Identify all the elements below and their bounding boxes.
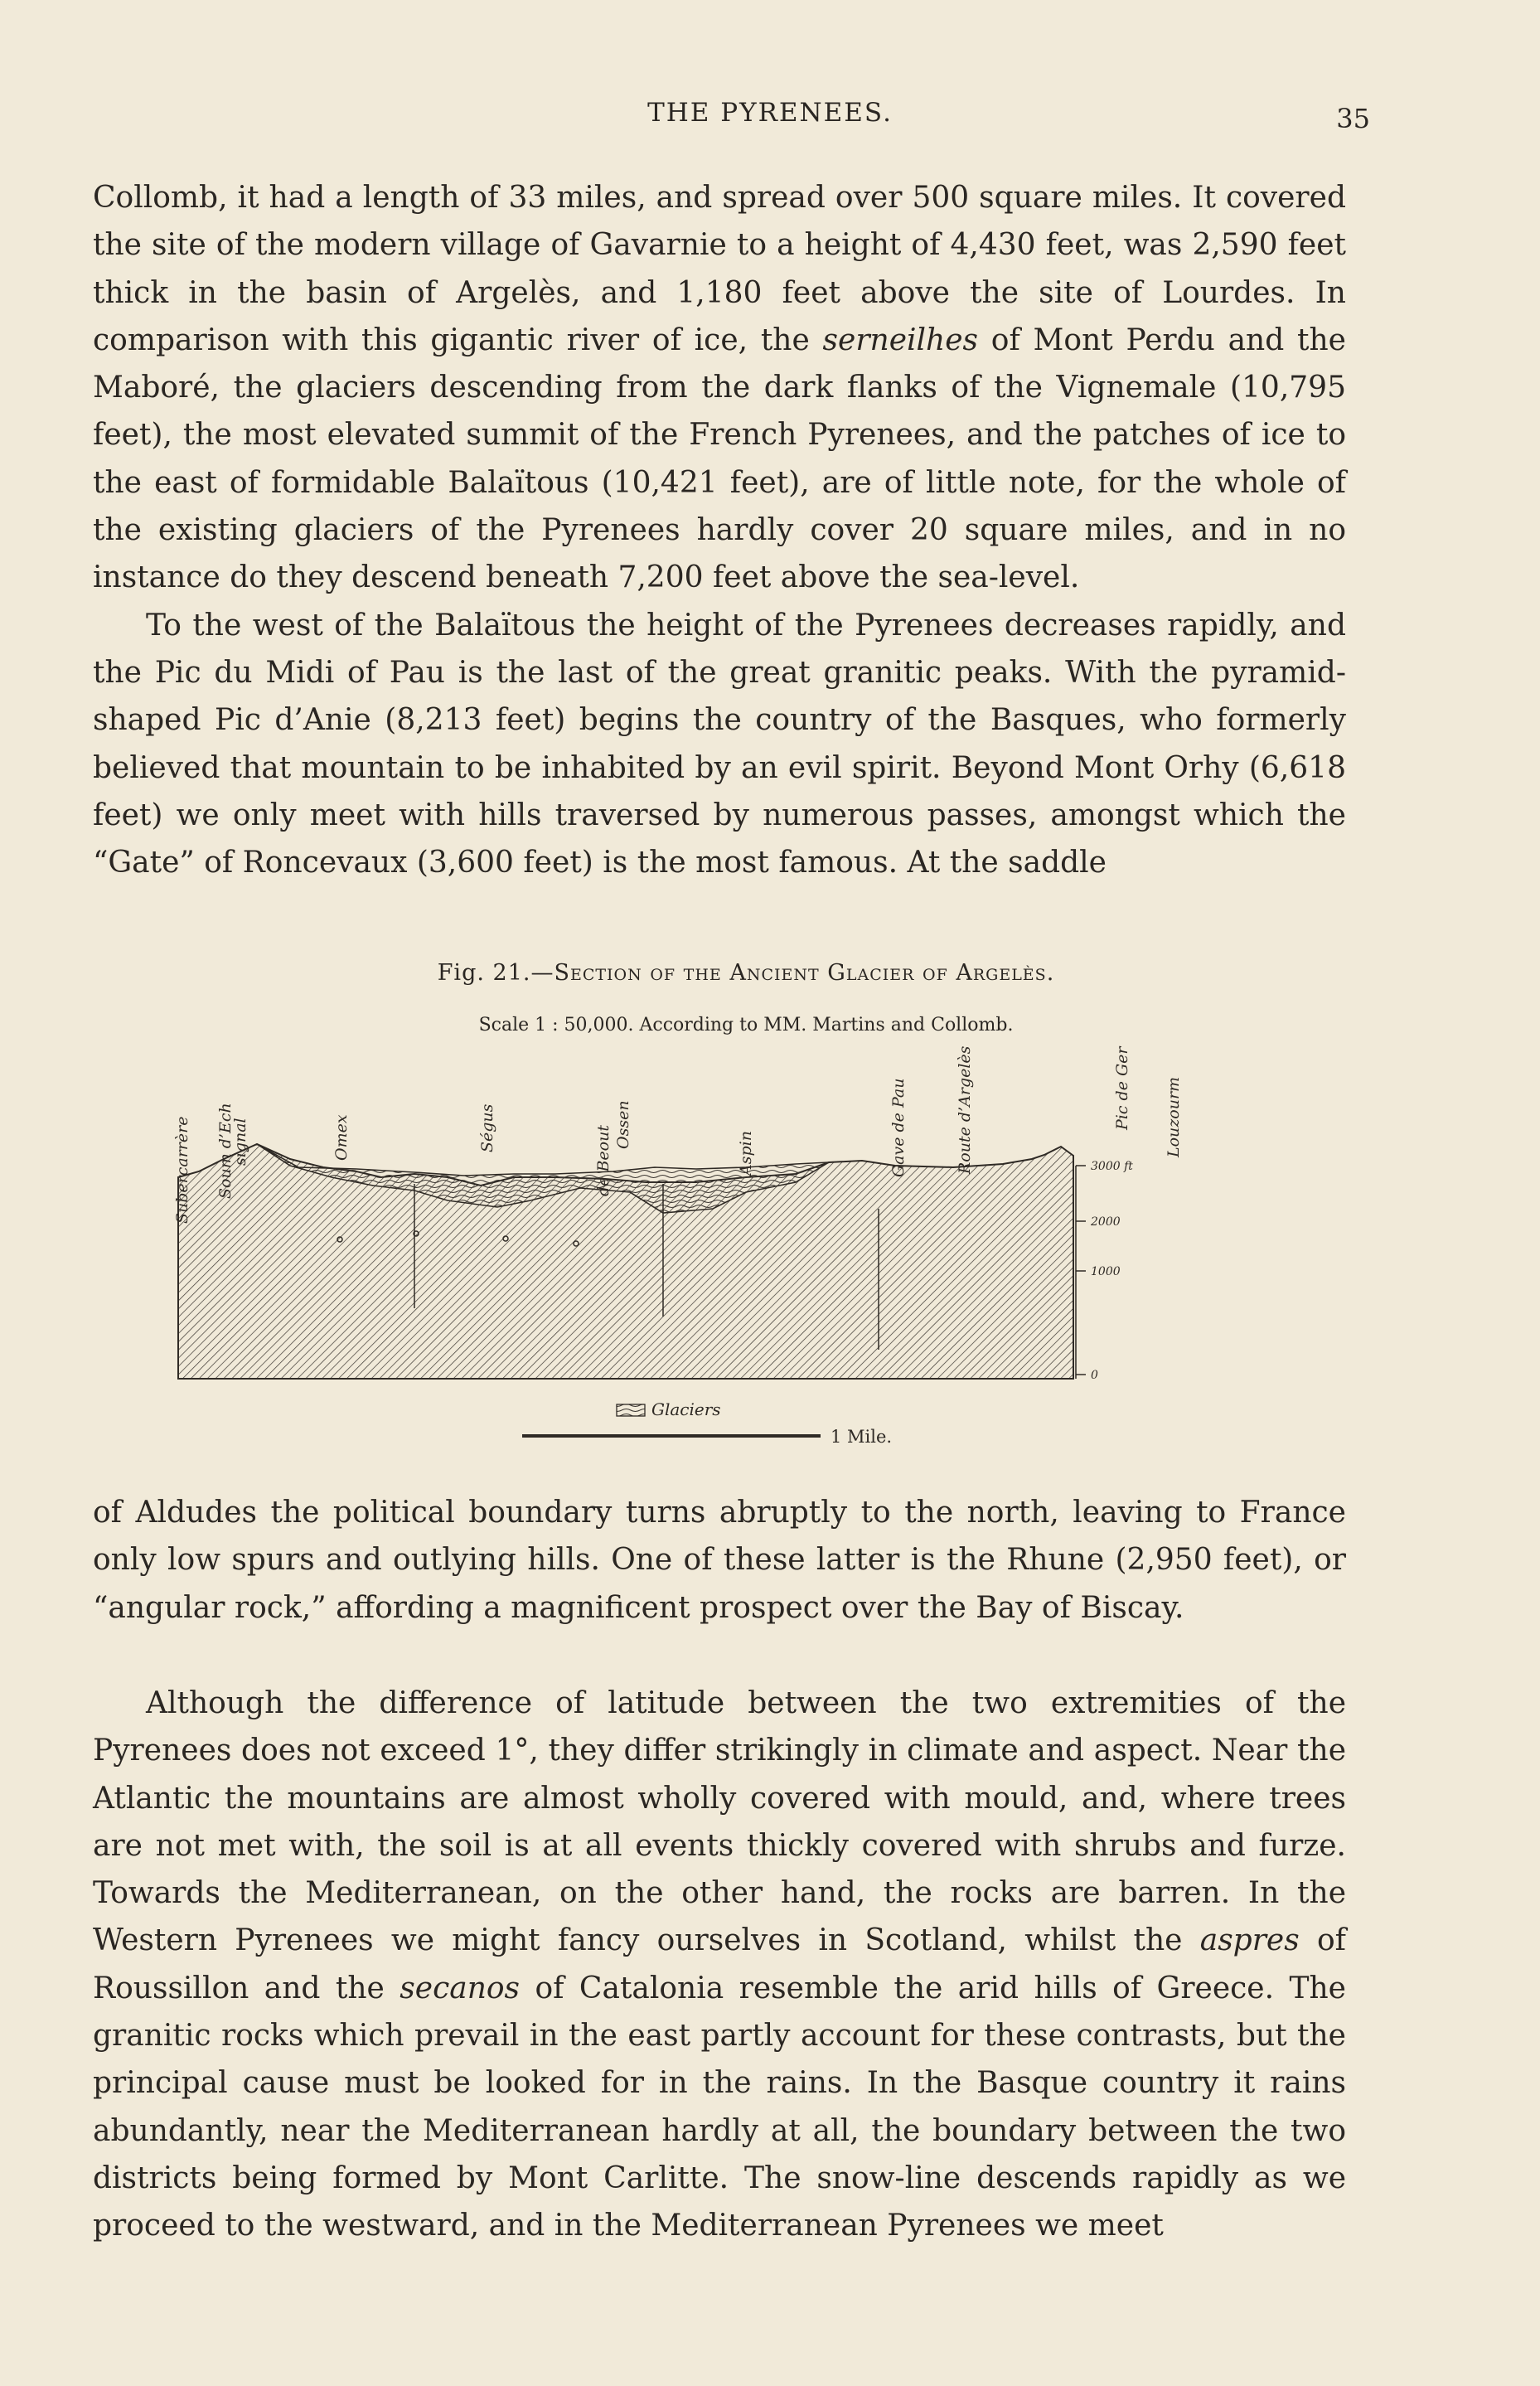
text-block-middle [93,1489,1346,1632]
place-label: Subercarrère [173,1116,191,1224]
glacier-legend-swatch [617,1404,645,1416]
text-block-bottom [93,1680,1346,2250]
figure-21 [166,960,1326,1457]
place-label: Omex [332,1114,351,1161]
place-label: Ossen [614,1100,632,1149]
italic-term: secanos [400,1971,521,2005]
altitude-label: 2000 [1091,1215,1121,1229]
place-label: Route d’Argelès [956,1045,974,1174]
place-label: signal [231,1118,249,1166]
place-label: Gave de Pau [889,1078,908,1177]
glacier-section-diagram [166,960,1326,1457]
place-label: Pic de Ger [1113,1046,1131,1130]
figure-scale-note: Scale 1 : 50,000. According to MM. Martins and Collomb. [478,1015,1014,1035]
place-label: Louzourm [1165,1076,1183,1157]
text-block-top [93,174,1346,886]
place-label: Soum d’Ech [216,1103,235,1199]
place-label: Aspin [737,1131,755,1176]
paragraph: of Aldudes the political boundary turns abruptly to the north, leaving to France only low spurs and outlying hills. One of these latter is the Rhune (2,950 feet), or “angular rock,” affording a magnificent prospect over the Bay of Biscay. [93,1496,1346,1625]
page-number: 35 [1336,103,1370,134]
paragraph: Collomb, it had a length of 33 miles, and spread over 500 square miles. It covered the site of the modern village of Gavarnie to a height of 4,430 feet, was 2,590 feet thick in the basin of Argelès, and 1,180 feet above the site of Lourdes. In comparison with this gigantic river of ice, the serneilhes of Mont Perdu and the Maboré, the glaciers descending from the dark flanks of the Vignemale (10,795 feet), the most elevated summit of the French Pyrenees, and the patches of ice to the east of formidable Balaïtous (10,421 feet), are of little note, for the whole of the existing glaciers of the Pyrenees hardly cover 20 square miles, and in no instance do they descend beneath 7,200 feet above the sea-level. [93,181,1346,595]
place-label: Ségus [478,1103,496,1152]
paragraph: To the west of the Balaïtous the height of the Pyrenees decreases rapidly, and the Pic du Midi of Pau is the last of the great granitic peaks. With the pyramid-shaped Pic d’Anie (8,213 feet) begins the country of the Basques, who formerly believed that mountain to be inhabited by an evil spirit. Beyond Mont Orhy (6,618 feet) we only meet with hills traversed by numerous passes, amongst which the “Gate” of Roncevaux (3,600 feet) is the most famous. At the saddle [93,608,1346,880]
paragraph: Although the difference of latitude between the two extremities of the Pyrenees does not exceed 1°, they differ strikingly in climate and aspect. Near the Atlantic the mountains are almost wholly covered with mould, and, where trees are not met with, the soil is at all events thickly covered with shrubs and furze. Towards the Mediterranean, on the other hand, the rocks are barren. In the Western Pyrenees we might fancy ourselves in Scotland, whilst the aspres of Roussillon and the secanos of Catalonia resemble the arid hills of Greece. The granitic rocks which prevail in the east partly account for these contrasts, but the principal cause must be looked for in the rains. In the Basque country it rains abundantly, near the Mediterranean hardly at all, the boundary between the two districts being formed by Mont Carlitte. The snow-line descends rapidly as we proceed to the westward, and in the Mediterranean Pyrenees we meet [93,1686,1346,2243]
scale-bar-label: 1 Mile. [831,1427,893,1447]
figure-caption: Fig. 21.—Section of the Ancient Glacier of Argelès. [437,960,1055,986]
altitude-label: 0 [1091,1369,1098,1382]
italic-term: aspres [1199,1923,1300,1958]
altitude-label: 1000 [1091,1265,1121,1278]
running-head: THE PYRENEES. [647,98,893,128]
altitude-label: 3000 ft [1091,1160,1133,1173]
italic-term: serneilhes [822,322,979,357]
legend-label: Glaciers [651,1399,721,1419]
place-label: de Beout [594,1125,613,1196]
